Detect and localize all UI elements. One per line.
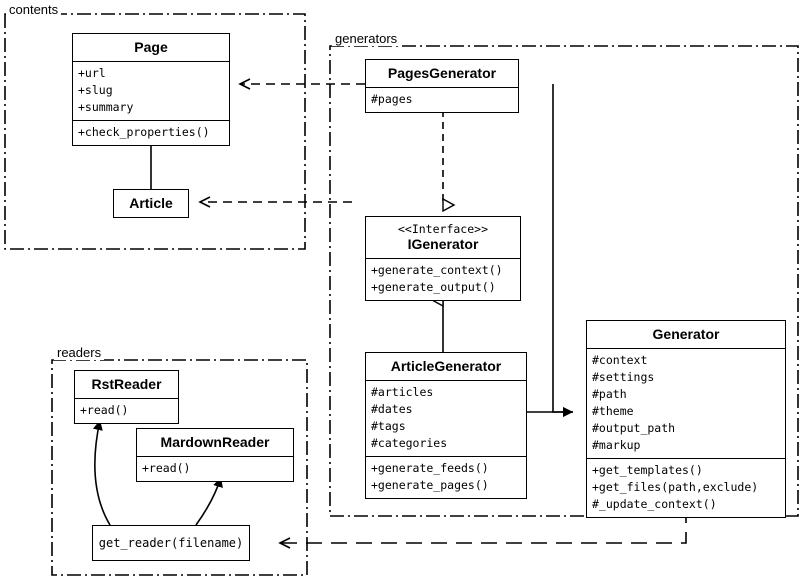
rstreader-operations bbox=[75, 398, 178, 423]
generator-op-update-context: #_update_context() bbox=[592, 497, 717, 512]
page-class[interactable] bbox=[72, 33, 230, 146]
generator-attr-context: #context bbox=[592, 353, 648, 368]
page-attr-slug: +slug bbox=[78, 83, 113, 98]
page-class-attributes bbox=[73, 61, 229, 120]
generator-attr-output-path: #output_path bbox=[592, 421, 676, 436]
pagesgenerator-class-attributes bbox=[366, 87, 518, 112]
get-reader-function[interactable]: get_reader(filename) bbox=[92, 525, 250, 561]
pagesgenerator-class[interactable] bbox=[365, 59, 519, 113]
articlegenerator-class-title: ArticleGenerator bbox=[390, 358, 502, 374]
page-class-operations bbox=[73, 120, 229, 145]
generator-attr-path: #path bbox=[592, 387, 627, 402]
igenerator-operations bbox=[366, 258, 520, 300]
articlegenerator-op-generate-feeds: +generate_feeds() bbox=[371, 461, 489, 476]
generator-attr-markup: #markup bbox=[592, 438, 641, 453]
rstreader-class[interactable] bbox=[74, 370, 179, 424]
generators-package-label: generators bbox=[332, 31, 400, 46]
articlegenerator-operations bbox=[366, 456, 526, 498]
article-class[interactable] bbox=[113, 189, 189, 218]
rstreader-op-read: +read() bbox=[80, 403, 129, 418]
igenerator-interface[interactable] bbox=[365, 216, 521, 301]
page-attr-url: +url bbox=[78, 66, 106, 81]
generator-attributes bbox=[587, 348, 785, 458]
pagesgenerator-attr-pages: #pages bbox=[371, 92, 413, 107]
articlegenerator-class[interactable] bbox=[365, 352, 527, 499]
pagesgenerator-class-title: PagesGenerator bbox=[387, 65, 497, 81]
generator-attr-theme: #theme bbox=[592, 404, 634, 419]
readers-package-label: readers bbox=[54, 345, 104, 360]
article-class-title: Article bbox=[129, 195, 173, 211]
igenerator-stereotype: <<Interface>> bbox=[397, 222, 488, 236]
articlegenerator-attr-articles: #articles bbox=[371, 385, 434, 400]
page-class-title: Page bbox=[134, 39, 168, 55]
generator-class-title: Generator bbox=[652, 326, 720, 342]
page-attr-summary: +summary bbox=[78, 100, 134, 115]
rstreader-class-title: RstReader bbox=[91, 376, 162, 392]
articlegenerator-op-generate-pages: +generate_pages() bbox=[371, 478, 489, 493]
igenerator-name: IGenerator bbox=[407, 236, 479, 253]
mardownreader-op-read: +read() bbox=[142, 461, 191, 476]
contents-package-label: contents bbox=[6, 2, 61, 17]
mardownreader-class-title: MardownReader bbox=[160, 434, 270, 450]
page-op-check-properties: +check_properties() bbox=[78, 125, 210, 140]
articlegenerator-attributes bbox=[366, 380, 526, 456]
mardownreader-class[interactable] bbox=[136, 428, 294, 482]
generator-class[interactable] bbox=[586, 320, 786, 518]
igenerator-interface-title bbox=[366, 217, 520, 258]
igenerator-op-generate-output: +generate_output() bbox=[371, 280, 496, 295]
igenerator-op-generate-context: +generate_context() bbox=[371, 263, 503, 278]
generator-attr-settings: #settings bbox=[592, 370, 655, 385]
articlegenerator-attr-tags: #tags bbox=[371, 419, 406, 434]
mardownreader-operations bbox=[137, 456, 293, 481]
generator-op-get-templates: +get_templates() bbox=[592, 463, 703, 478]
generator-op-get-files: +get_files(path,exclude) bbox=[592, 480, 759, 495]
generator-operations bbox=[587, 458, 785, 517]
articlegenerator-attr-categories: #categories bbox=[371, 436, 448, 451]
articlegenerator-attr-dates: #dates bbox=[371, 402, 413, 417]
